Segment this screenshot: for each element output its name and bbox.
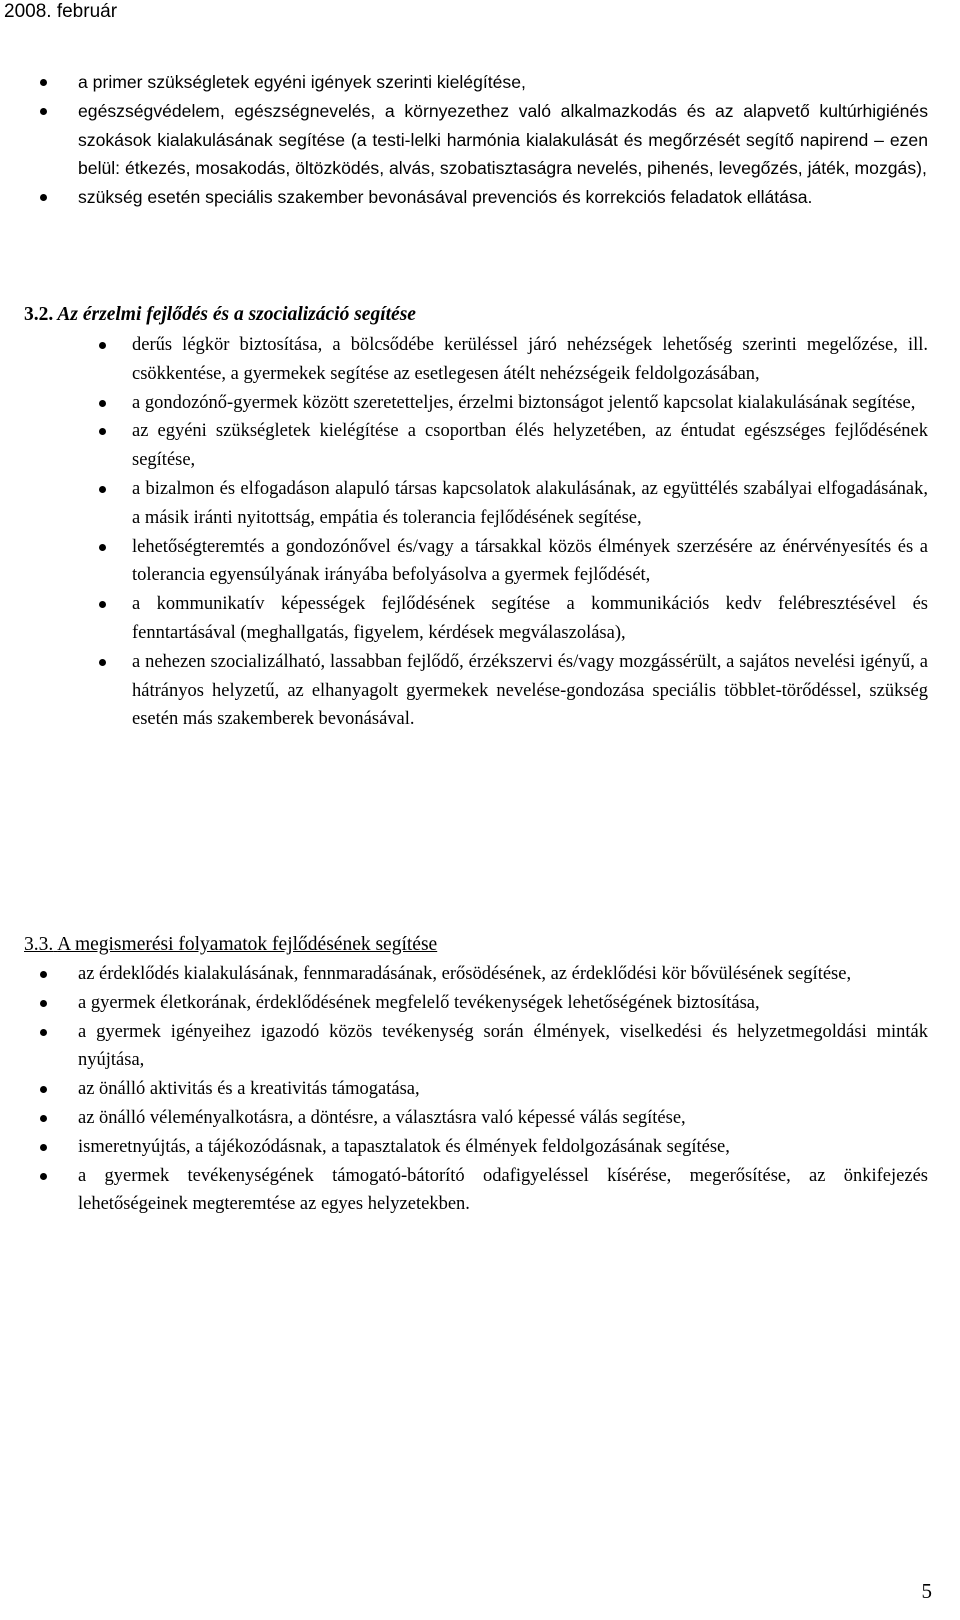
bullet-icon — [40, 1173, 47, 1180]
bullet-icon — [40, 108, 47, 115]
list-item-text: derűs légkör biztosítása, a bölcsődébe kerüléssel járó nehézségek lehetőség szerinti megelőzése, ill. csökkentése, a gyermekek segítése az esetlegesen átélt nehézségeik feldolgozásában, — [132, 335, 928, 384]
list-item-text: ismeretnyújtás, a tájékozódásnak, a tapasztalatok és élmények feldolgozásának segítése, — [78, 1136, 730, 1157]
list-item — [78, 960, 928, 989]
bullet-icon — [40, 1000, 47, 1007]
list-item-text: az önálló véleményalkotásra, a döntésre, a választásra való képessé válás segítése, — [78, 1107, 686, 1128]
list-item-text: a gyermek tevékenységének támogató-bátorító odafigyeléssel kísérése, megerősítése, az önkifejezés lehetőségeinek megteremtése az egyes helyzetekben. — [78, 1165, 928, 1215]
list-item-text: a gyermek igényeihez igazodó közös tevékenység során élmények, viselkedési és helyzetmegoldási minták nyújtása, — [78, 1021, 928, 1071]
section-3-2-bullet-list — [132, 331, 928, 734]
section-3-3-bullet-list — [78, 960, 928, 1219]
list-item — [78, 1162, 928, 1220]
page-number: 5 — [921, 1579, 932, 1603]
list-item — [132, 533, 928, 591]
list-item-text: a gyermek életkorának, érdeklődésének megfelelő tevékenységek lehetőségének biztosítása, — [78, 992, 760, 1013]
list-item-text: szükség esetén speciális szakember bevonásával prevenciós és korrekciós feladatok ellátása. — [78, 187, 813, 208]
list-item — [132, 475, 928, 533]
list-item — [78, 1075, 928, 1104]
list-item-text: a kommunikatív képességek fejlődésének segítése a kommunikációs kedv felébresztésével és fenntartásával (meghallgatás, figyelem, kérdések megválaszolása), — [132, 594, 928, 643]
page-header-date: 2008. február — [4, 1, 118, 22]
section-title: Az érzelmi fejlődés és a szocializáció segítése — [57, 304, 416, 325]
list-item — [78, 989, 928, 1018]
section-number: 3.2. — [24, 304, 54, 325]
list-item-text: az érdeklődés kialakulásának, fennmaradásának, erősödésének, az érdeklődési kör bővülésének segítése, — [78, 964, 852, 984]
list-item — [78, 183, 928, 212]
bullet-icon — [99, 659, 106, 666]
bullet-icon — [99, 342, 106, 349]
list-item — [132, 389, 928, 418]
bullet-icon — [99, 601, 106, 608]
bullet-icon — [99, 544, 106, 551]
list-item — [78, 68, 928, 97]
list-item — [132, 417, 928, 475]
list-item-text: a bizalmon és elfogadáson alapuló társas kapcsolatok alakulásának, az együttélés szabályai elfogadásának, a másik iránti nyitottság, empátia és tolerancia fejlődésének segítése, — [132, 478, 928, 528]
section-heading-3-2 — [24, 302, 416, 328]
section-number: 3.3. — [24, 934, 54, 955]
section-heading-3-3 — [24, 932, 437, 958]
list-item-text: az önálló aktivitás és a kreativitás támogatása, — [78, 1079, 420, 1100]
bullet-icon — [99, 400, 106, 407]
bullet-icon — [40, 971, 47, 978]
list-item — [78, 97, 928, 183]
bullet-icon — [99, 486, 106, 493]
bullet-icon — [99, 428, 106, 435]
list-item-text: egészségvédelem, egészségnevelés, a környezethez való alkalmazkodás és az alapvető kultúrhigiénés szokások kialakulásának segítése (a testi-lelki harmónia kialakulását és megőrzését segítő napirend – ezen belül: étkezés, mosakodás, öltözködés, alvás, szobatisztaságra nevelés, pihenés, levegőzés, játék, mozgás), — [78, 100, 928, 179]
list-item-text: a gondozónő-gyermek között szeretetteljes, érzelmi biztonságot jelentő kapcsolat kialakulásának segítése, — [132, 392, 916, 413]
list-item — [132, 331, 928, 389]
list-item-text: a primer szükségletek egyéni igények szerinti kielégítése, — [78, 72, 526, 92]
section-title: A megismerési folyamatok fejlődésének segítése — [57, 934, 438, 955]
intro-bullet-list — [78, 68, 928, 212]
bullet-icon — [40, 79, 47, 86]
list-item-text: az egyéni szükségletek kielégítése a csoportban élés helyzetében, az éntudat egészséges fejlődésének segítése, — [132, 421, 928, 471]
list-item — [78, 1133, 928, 1162]
bullet-icon — [40, 1086, 47, 1093]
bullet-icon — [40, 1144, 47, 1151]
list-item — [132, 648, 928, 734]
list-item-text: lehetőségteremtés a gondozónővel és/vagy a társakkal közös élmények szerzésére az énérvényesítés és a tolerancia egyensúlyának irányába befolyásolva a gyermek fejlődését, — [132, 536, 928, 586]
bullet-icon — [40, 1115, 47, 1122]
bullet-icon — [40, 194, 47, 201]
bullet-icon — [40, 1029, 47, 1036]
list-item — [78, 1104, 928, 1133]
list-item — [78, 1018, 928, 1076]
list-item-text: a nehezen szocializálható, lassabban fejlődő, érzékszervi és/vagy mozgássérült, a sajátos nevelési igényű, a hátrányos helyzetű, az elhanyagolt gyermekek nevelése-gondozása speciális többlet-törődéssel, szükség esetén más szakemberek bevonásával. — [132, 651, 928, 730]
list-item — [132, 590, 928, 648]
